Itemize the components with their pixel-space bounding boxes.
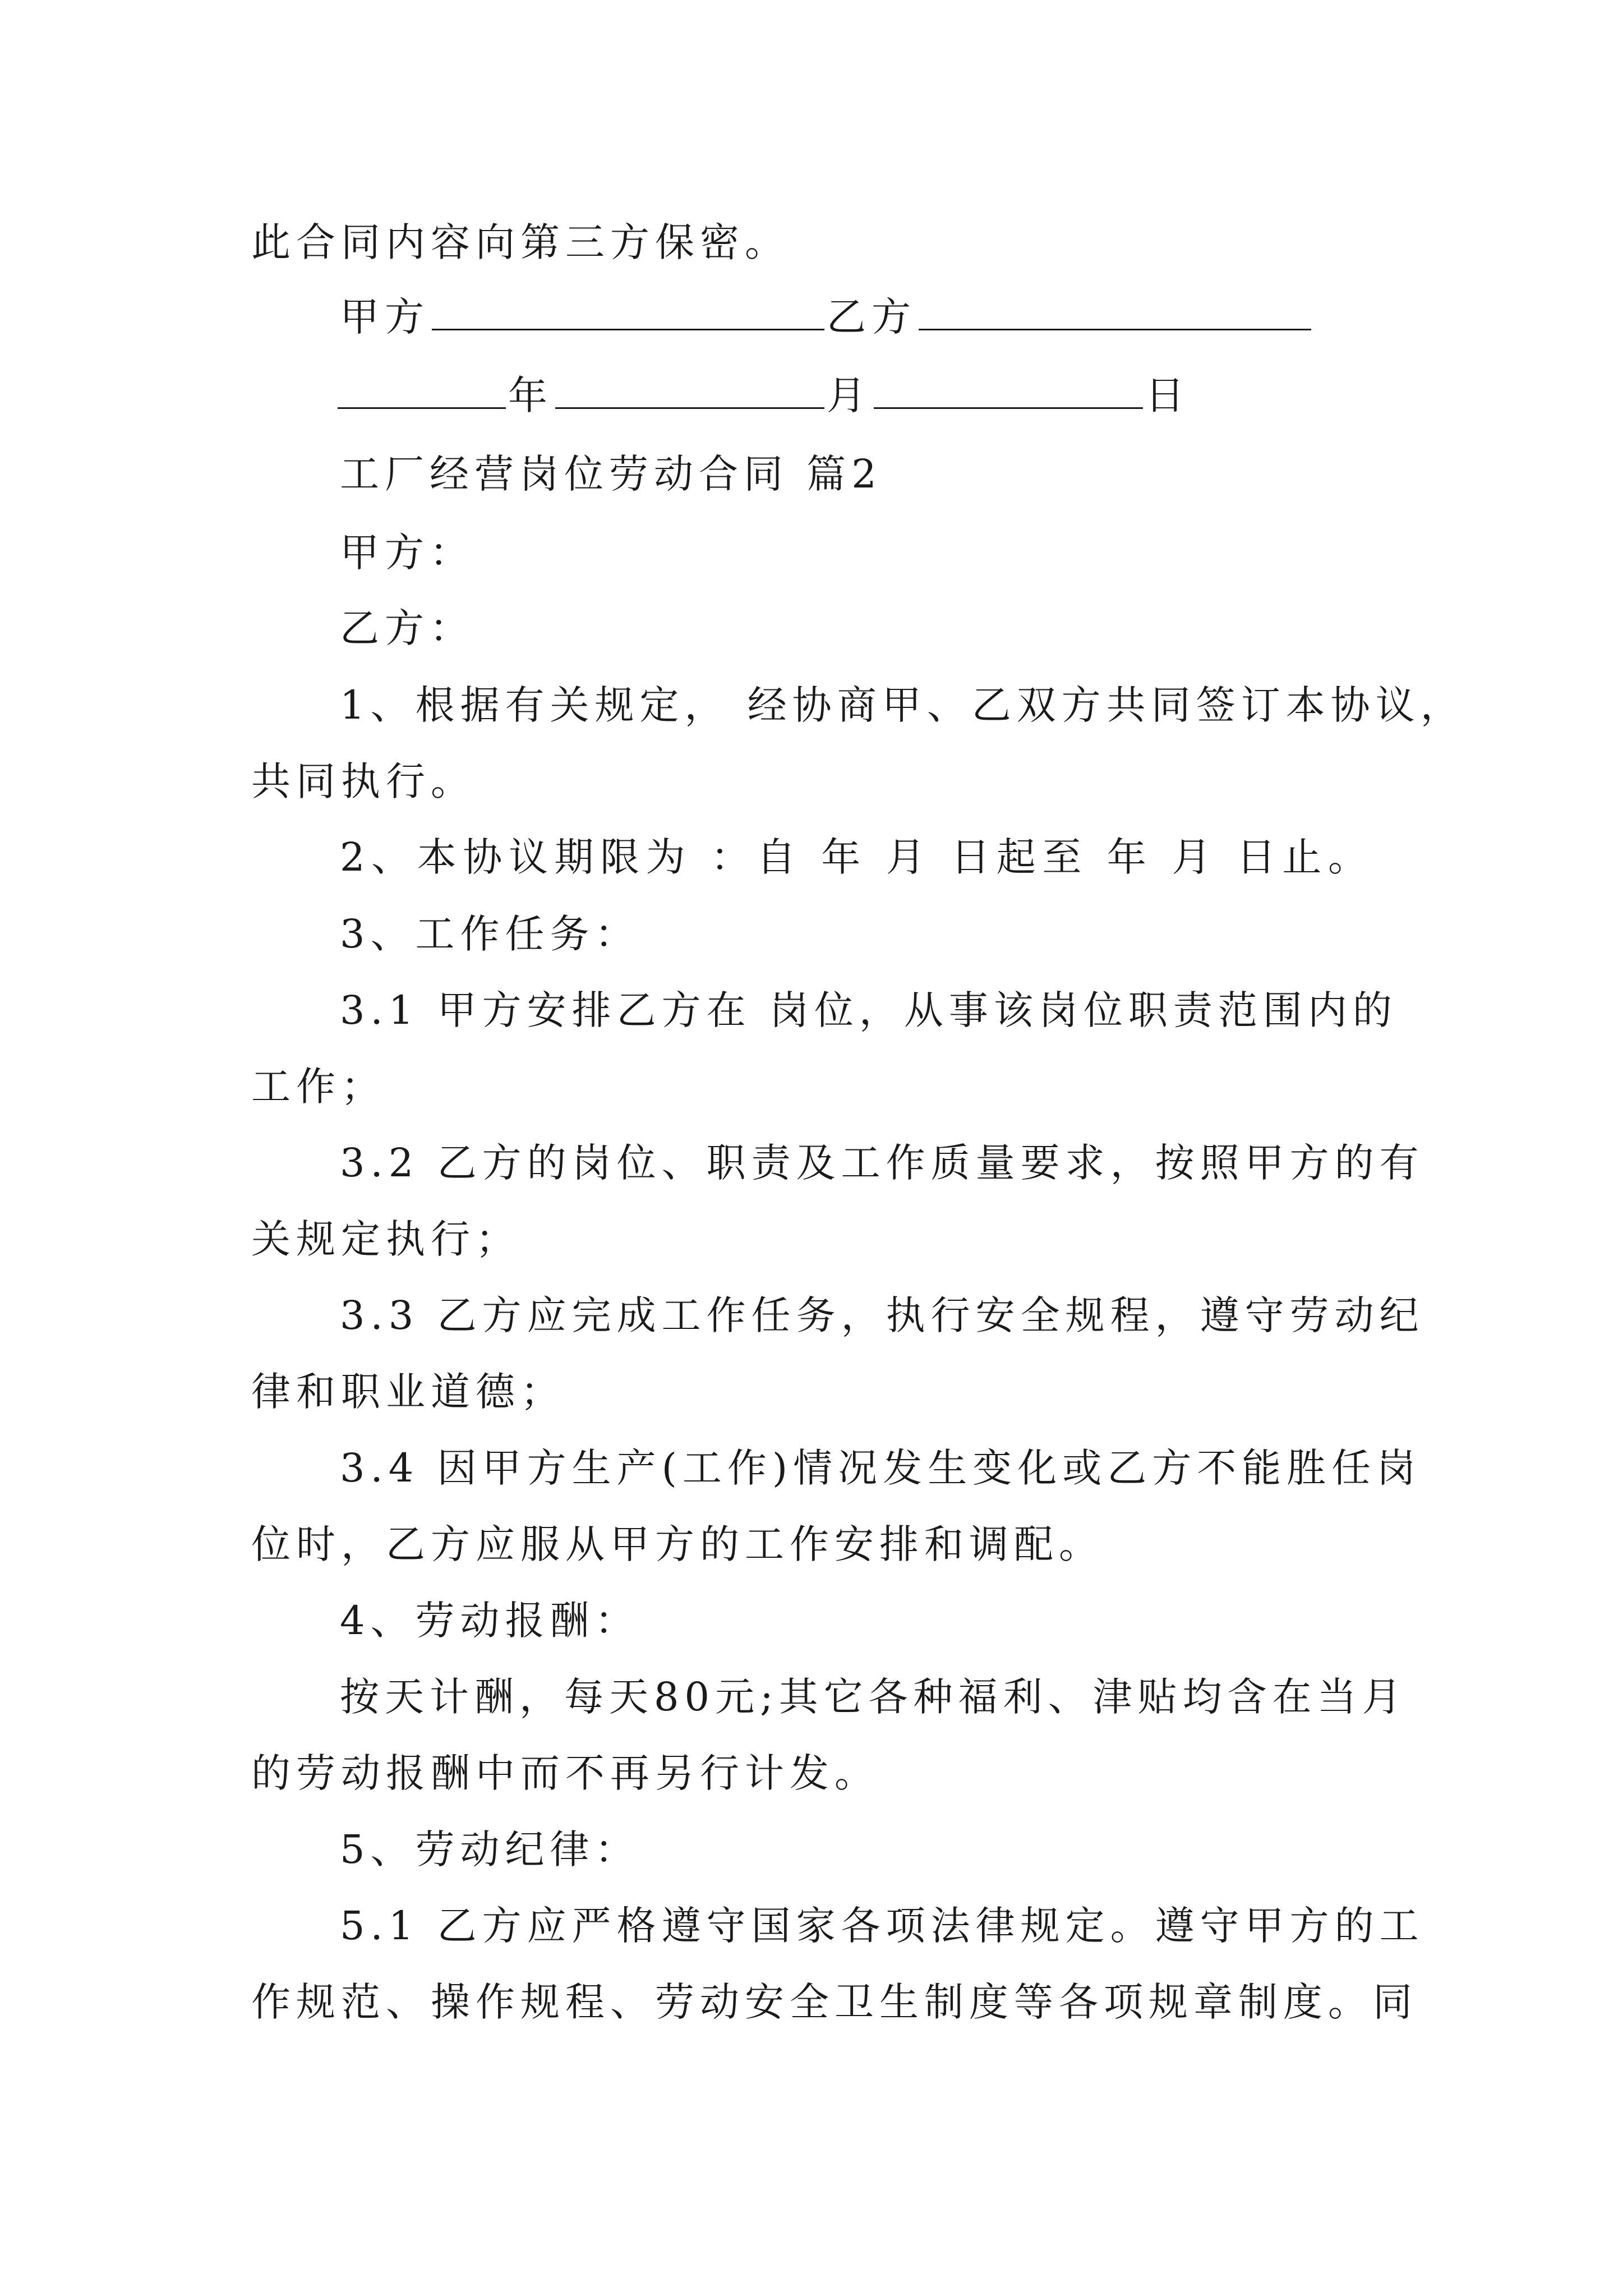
year-label: 年 — [508, 372, 553, 418]
month-blank[interactable] — [555, 405, 824, 409]
clause-3-3-line-2: 律和职业道德； — [251, 1369, 565, 1415]
clause-3-1-line-1: 3.1 甲方安排乙方在 岗位，从事该岗位职责范围内的 — [340, 987, 1398, 1033]
clause-5-1-line-1: 5.1 乙方应严格遵守国家各项法律规定。遵守甲方的工 — [340, 1903, 1424, 1949]
party-b-blank[interactable] — [919, 326, 1311, 330]
section-title: 工厂经营岗位劳动合同 篇2 — [340, 451, 882, 497]
clause-3-2-line-2: 关规定执行； — [251, 1216, 520, 1262]
clause-1-line-1: 1、根据有关规定， 经协商甲、乙双方共同签订本协议， — [340, 682, 1465, 728]
clause-5-heading: 5、劳动纪律： — [340, 1826, 640, 1872]
day-blank[interactable] — [874, 405, 1143, 409]
paragraph-confidentiality: 此合同内容向第三方保密。 — [251, 219, 790, 265]
signature-line-parties — [340, 292, 1373, 342]
clause-2-line: 2、本协议期限为 ：自 年 月 日起至 年 月 日止。 — [340, 834, 1373, 880]
signature-line-date — [335, 370, 1190, 421]
clause-4-line-1: 按天计酬，每天80元;其它各种福利、津贴均含在当月 — [340, 1674, 1407, 1720]
party-a-blank[interactable] — [432, 326, 824, 330]
party-b-line: 乙方： — [340, 605, 474, 651]
clause-1-line-2: 共同执行。 — [251, 758, 476, 804]
clause-3-1-line-2: 工作； — [251, 1064, 386, 1110]
month-label: 月 — [827, 372, 872, 418]
clause-3-2-line-1: 3.2 乙方的岗位、职责及工作质量要求，按照甲方的有 — [340, 1140, 1424, 1186]
clause-4-line-2: 的劳动报酬中而不再另行计发。 — [251, 1750, 879, 1796]
clause-4-heading: 4、劳动报酬： — [340, 1598, 640, 1644]
clause-3-4-line-2: 位时，乙方应服从甲方的工作安排和调配。 — [251, 1521, 1104, 1567]
clause-3-3-line-1: 3.3 乙方应完成工作任务，执行安全规程，遵守劳动纪 — [340, 1292, 1424, 1338]
clause-5-1-line-2: 作规范、操作规程、劳动安全卫生制度等各项规章制度。同 — [251, 1979, 1418, 2025]
party-a-line: 甲方： — [340, 530, 474, 576]
party-a-label: 甲方 — [340, 294, 430, 340]
party-b-label: 乙方 — [827, 294, 916, 340]
day-label: 日 — [1145, 372, 1190, 418]
clause-3-4-line-1: 3.4 因甲方生产(工作)情况发生变化或乙方不能胜任岗 — [340, 1445, 1422, 1491]
clause-3-heading: 3、工作任务： — [340, 911, 640, 957]
year-blank[interactable] — [338, 405, 506, 409]
